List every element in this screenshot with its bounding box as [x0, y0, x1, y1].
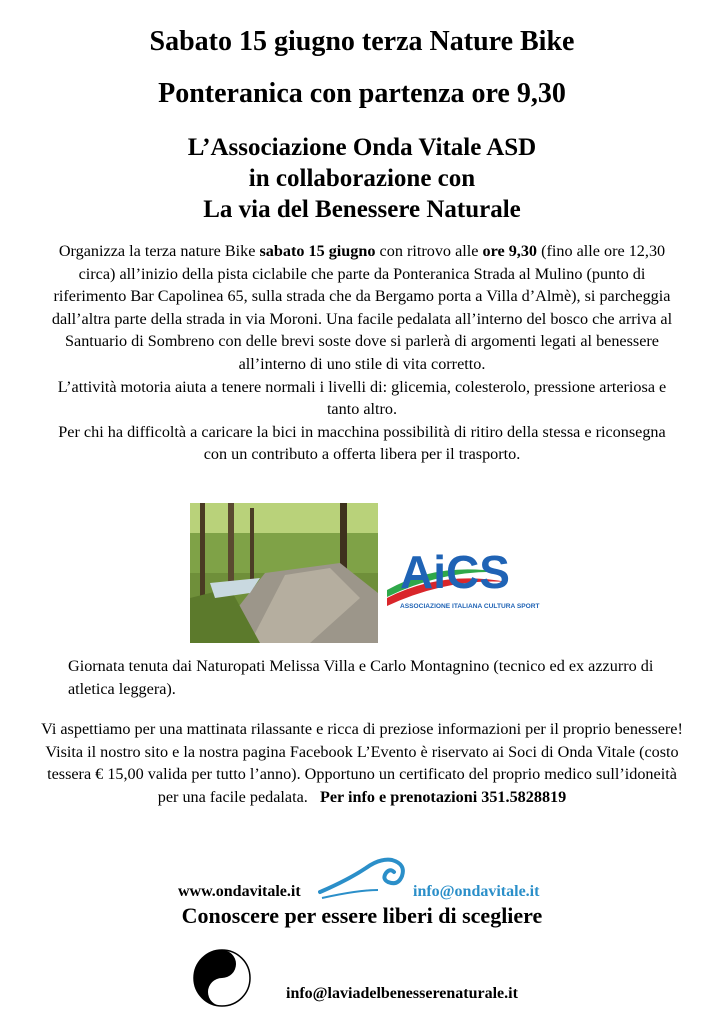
naturopaths-paragraph: Giornata tenuta dai Naturopati Melissa Villa e Carlo Montagnino (tecnico ed ex azzurro di atletica leggera). [68, 657, 654, 698]
invite-paragraph [40, 718, 684, 808]
health-paragraph: L’attività motoria aiuta a tenere normali i livelli di: glicemia, colesterolo, pressione arteriosa e tanto altro. [57, 377, 667, 419]
desc-text: con ritrovo alle [375, 242, 483, 260]
yin-yang-icon [192, 948, 252, 1008]
email-link-ondavitale[interactable]: info@ondavitale.it [413, 883, 540, 900]
organizer-line1: L’Associazione Onda Vitale ASD [187, 134, 537, 161]
event-description [50, 240, 674, 466]
desc-time: ore 9,30 [482, 242, 538, 260]
aics-letters: AiCS [400, 546, 510, 598]
email-link-benessere[interactable]: info@laviadelbenesserenaturale.it [286, 985, 518, 1002]
website-link[interactable]: www.ondavitale.it [178, 883, 301, 900]
organizer-block [0, 132, 724, 225]
desc-date: sabato 15 giugno [259, 242, 376, 260]
aics-caption: ASSOCIAZIONE ITALIANA CULTURA SPORT [400, 603, 540, 610]
desc-text: (fino alle ore 12,30 circa) all’inizio della pista ciclabile che parte da Ponteranica Strada al Mulino (punto di riferimento Bar Capolinea 65, sulla strada che da Bergamo porta a Villa d’Almè), si parcheggia dall’altra parte della strada in via Moroni. Una facile pedalata all’interno del bosco che arriva al Santuario di Sombreno con delle brevi soste dove si parlerà di argomenti legati al benessere all’interno di uno stile di vita corretto. [51, 242, 673, 373]
desc-text: Organizza la terza nature Bike [58, 242, 260, 260]
aics-logo [382, 510, 542, 635]
organizer-line2: in collaborazione con [248, 165, 476, 192]
info-phone: Per info e prenotazioni 351.5828819 [319, 787, 567, 806]
page-title-line2: Ponteranica con partenza ore 9,30 [158, 78, 566, 109]
organizer-line3: La via del Benessere Naturale [203, 196, 521, 223]
invite-text: Vi aspettiamo per una mattinata rilassante e ricca di preziose informazioni per il proprio benessere! Visita il nostro sito e la nostra pagina Facebook L’Evento è riservato ai Soci di Onda Vitale (costo tessera € 15,00 valida per tutto l’anno). Opportuno un certificato del proprio medico sull’idoneità per una facile pedalata. [41, 720, 683, 806]
wave-logo-icon [318, 852, 414, 902]
forest-path-photo [190, 503, 378, 643]
page-title-line1: Sabato 15 giugno terza Nature Bike [149, 26, 575, 57]
slogan: Conoscere per essere liberi di scegliere [181, 903, 543, 928]
transport-paragraph: Per chi ha difficoltà a caricare la bici in macchina possibilità di ritiro della stessa e riconsegna con un contributo a offerta libera per il trasporto. [58, 422, 666, 464]
